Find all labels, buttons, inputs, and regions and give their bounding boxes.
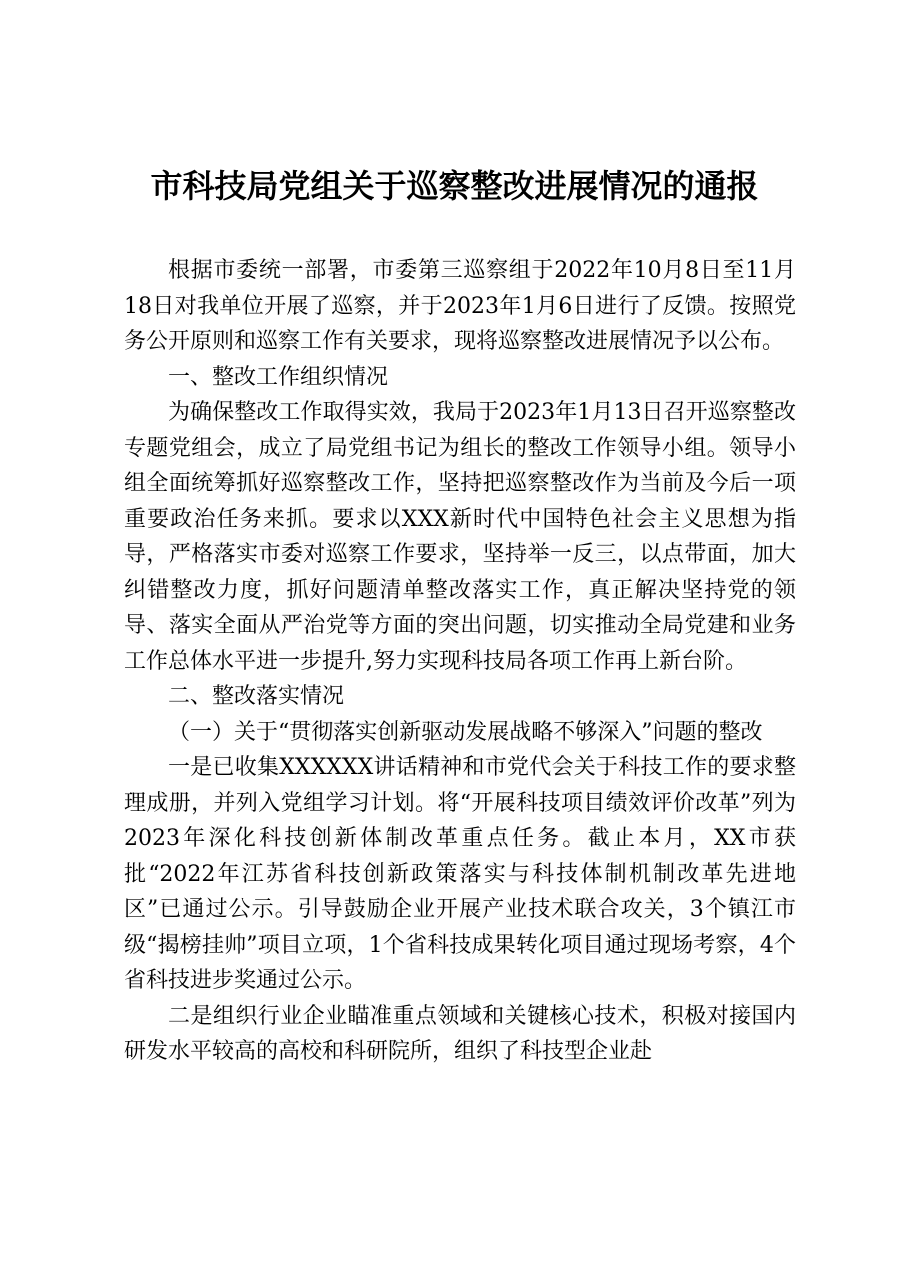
paragraph-organization: 为确保整改工作取得实效，我局于2023年1月13日召开巡察整改专题党组会，成立了局党组书记为组长的整改工作领导小组。领导小组全面统筹抓好巡察整改工作，坚持把巡察整改作为当前及今后一项重要政治任务来抓。要求以XXX新时代中国特色社会主义思想为指导，严格落实市委对巡察工作要求，坚持举一反三，以点带面，加大纠错整改力度，抓好问题清单整改落实工作，真正解决坚持党的领导、落实全面从严治党等方面的突出问题，切实推动全局党建和业务工作总体水平进一步提升,努力实现科技局各项工作再上新台阶。 <box>124 400 796 674</box>
subsection-heading-1: （一）关于“贯彻落实创新驱动发展战略不够深入”问题的整改 <box>168 719 763 745</box>
paragraph-item-1: 一是已收集XXXXXX讲话精神和市党代会关于科技工作的要求整理成册，并列入党组学习计划。将“开展科技项目绩效评价改革”列为2023年深化科技创新体制改革重点任务。截止本月，XX市获批“2022年江苏省科技创新政策落实与科技体制机制改革先进地区”已通过公示。引导鼓励企业开展产业技术联合攻关，3个镇江市级“揭榜挂帅”项目立项，1个省科技成果转化项目通过现场考察，4个省科技进步奖通过公示。 <box>124 755 796 993</box>
document-body <box>124 253 796 1070</box>
document-title: 市科技局党组关于巡察整改进展情况的通报 <box>150 167 759 205</box>
section-heading-1: 一、整改工作组织情况 <box>168 364 389 390</box>
paragraph-item-2: 二是组织行业企业瞄准重点领域和关键核心技术，积极对接国内研发水平较高的高校和科研院所，组织了科技型企业赴 <box>124 1003 796 1064</box>
section-heading-2: 二、整改落实情况 <box>168 684 345 709</box>
paragraph-intro: 根据市委统一部署，市委第三巡察组于2022年10月8日至11月18日对我单位开展了巡察，并于2023年1月6日进行了反馈。按照党务公开原则和巡察工作有关要求，现将巡察整改进展情况予以公布。 <box>124 258 796 354</box>
